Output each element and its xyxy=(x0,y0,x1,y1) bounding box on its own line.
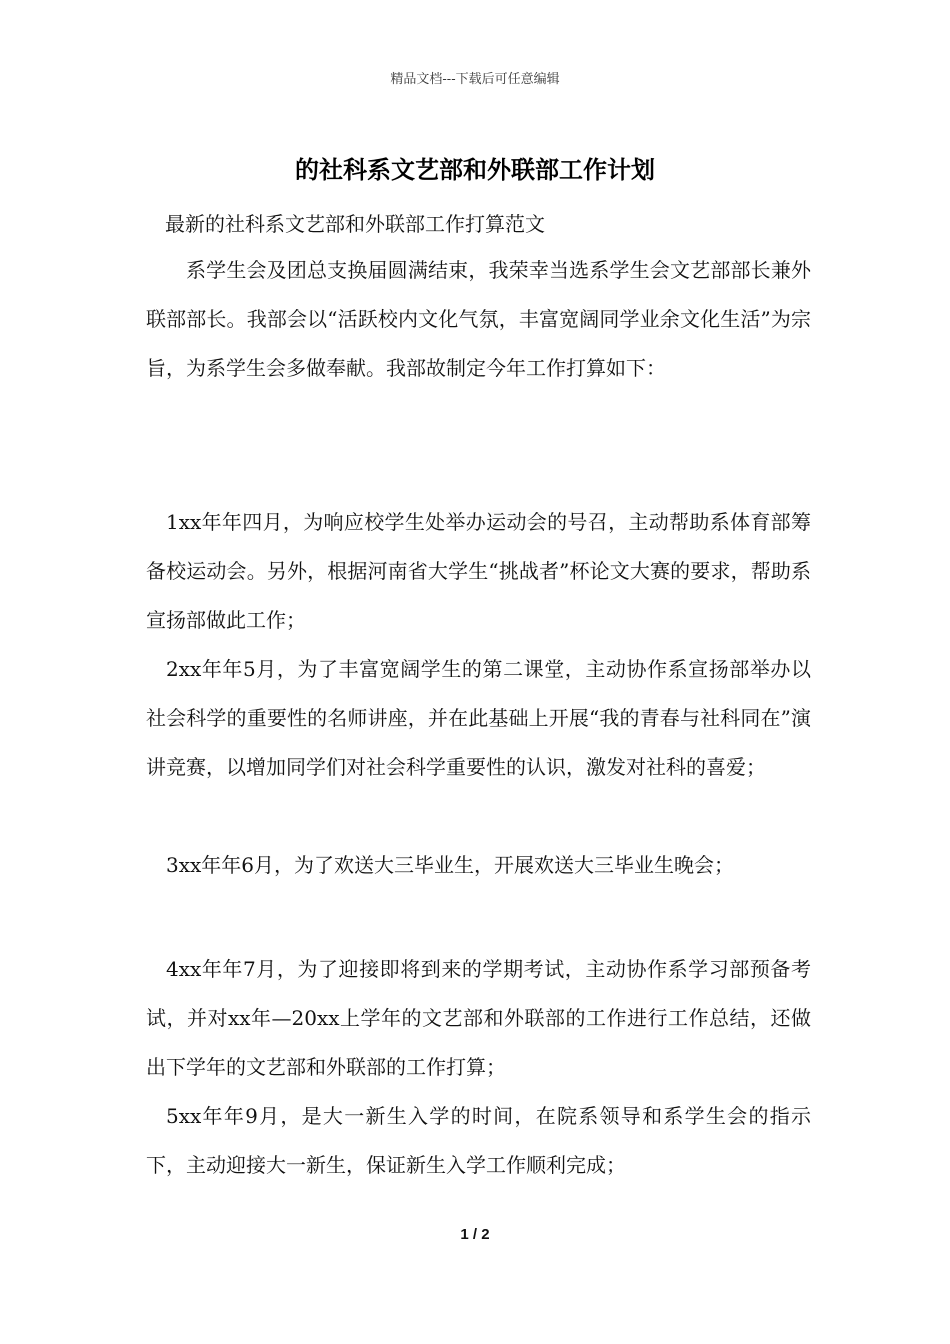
document-subtitle: 最新的社科系文艺部和外联部工作打算范文 xyxy=(165,212,545,236)
paragraph-item-4: 4xx年年7月，为了迎接即将到来的学期考试，主动协作系学习部预备考试，并对xx年—20xx上学年的文艺部和外联部的工作进行工作总结，还做出下学年的文艺部和外联部的工作打算； xyxy=(146,957,811,1079)
header-note: 精品文档---下载后可任意编辑 xyxy=(390,72,560,87)
paragraph-item-3: 3xx年年6月，为了欢送大三毕业生，开展欢送大三毕业生晚会； xyxy=(166,853,735,877)
paragraph-item-2: 2xx年年5月，为了丰富宽阔学生的第二课堂，主动协作系宣扬部举办以社会科学的重要性的名师讲座，并在此基础上开展“我的青春与社科同在”演讲竞赛，以增加同学们对社会科学重要性的认识，激发对社科的喜爱； xyxy=(146,657,811,779)
paragraph-item-1: 1xx年年四月，为响应校学生处举办运动会的号召，主动帮助系体育部筹备校运动会。另外，根据河南省大学生“挑战者”杯论文大赛的要求，帮助系宣扬部做此工作； xyxy=(146,510,811,632)
page-indicator: 1 / 2 xyxy=(460,1226,490,1243)
paragraph-intro: 系学生会及团总支换届圆满结束，我荣幸当选系学生会文艺部部长兼外联部部长。我部会以“活跃校内文化气氛，丰富宽阔同学业余文化生活”为宗旨，为系学生会多做奉献。我部故制定今年工作打算如下： xyxy=(146,258,811,380)
paragraph-item-5: 5xx年年9月，是大一新生入学的时间，在院系领导和系学生会的指示下，主动迎接大一新生，保证新生入学工作顺利完成； xyxy=(146,1104,811,1177)
document-title: 的社科系文艺部和外联部工作计划 xyxy=(295,155,655,184)
